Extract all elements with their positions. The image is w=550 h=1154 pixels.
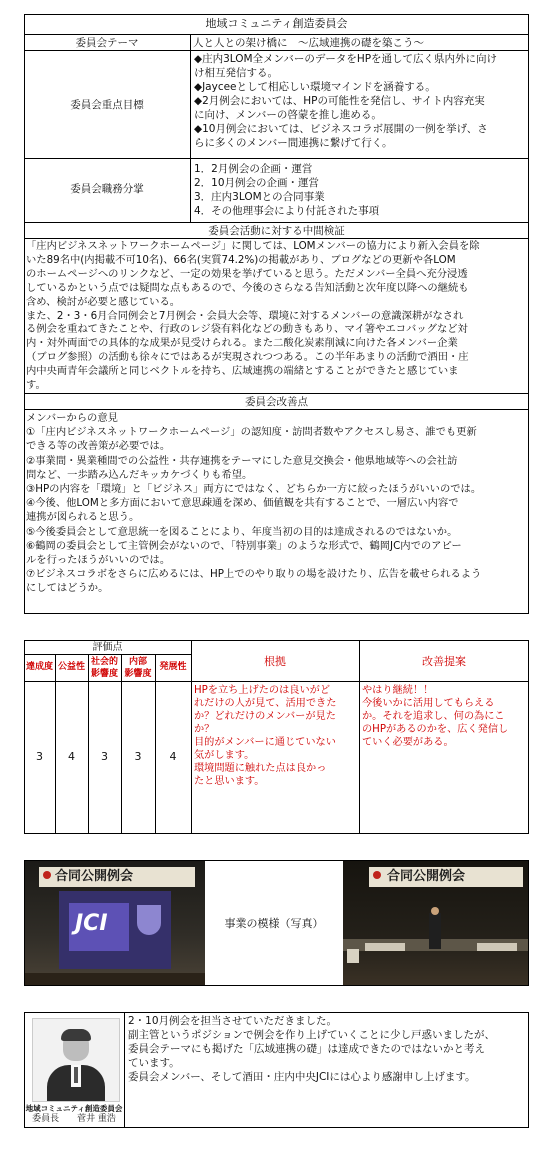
improve-body — [26, 411, 528, 596]
midterm-line: また、2・3・6月合同例会と7月例会・会員大会等、環境に対するメンバーの意識深耕がなされ — [26, 309, 464, 322]
banner-left-text: 合同公開例会 — [55, 869, 134, 884]
priority-goal-line: ◆10月例会においては、ビジネスコラボ展開の一例を挙げ、さ — [194, 123, 488, 135]
duties-label: 委員会職務分掌 — [70, 183, 144, 195]
midterm-heading: 委員会活動に対する中間検証 — [208, 225, 345, 237]
criterion-score: 3 — [36, 750, 43, 763]
basis-line: 目的がメンバーに通じていない — [194, 737, 336, 748]
chairman-signature: 委員長 菅井 重浩 — [32, 1114, 116, 1124]
criterion-score: 3 — [101, 750, 108, 763]
chairman-portrait — [32, 1018, 120, 1102]
criterion-score: 4 — [68, 750, 75, 763]
priority-goal-line: け相互発信する。 — [194, 67, 278, 79]
priority-goal-line: ◆Jayceeとして相応しい環境マインドを涵養する。 — [194, 81, 436, 93]
proposal-line: のHPがあるのかを、広く発信し — [362, 724, 509, 735]
duty-item: 1．2月例会の企画・運営 — [194, 163, 313, 175]
closing-message — [128, 1014, 526, 1084]
closing-line: 委員会メンバー、そして酒田・庄内中央JCIには心より感謝申し上げます。 — [128, 1071, 476, 1083]
duty-item: 3．庄内3LOMとの合同事業 — [194, 191, 325, 203]
criterion-header: 達成度 — [25, 662, 53, 672]
priority-label: 委員会重点目標 — [70, 99, 144, 111]
improve-line: ②事業間・異業種間での公益性・共存連携をテーマにした意見交換会・他県地域等への会社訪 — [26, 454, 458, 467]
priority-goals — [194, 52, 526, 150]
report-title: 地域コミュニティ創造委員会 — [205, 17, 348, 30]
basis-line: HPを立ち上げたのは良いがど — [194, 685, 331, 696]
duty-item: 2．10月例会の企画・運営 — [194, 177, 320, 189]
midterm-line: 含め、検討が必要と感じている。 — [26, 295, 181, 308]
priority-goal-line: らに多くのメンバー間連携に繋げて行く。 — [194, 137, 393, 149]
proposal-header: 改善提案 — [422, 655, 466, 668]
event-photo-left — [25, 861, 205, 985]
improve-line: ⑤今後委員会として意思統一を図ることにより、年度当初の目的は達成されるのではないか。 — [26, 525, 458, 538]
proposal-line: 今後いかに活用してもらえる — [362, 698, 495, 709]
closing-line: 副主管というポジションで例会を作り上げていくことに少し戸惑いましたが、 — [128, 1029, 496, 1041]
midterm-line: 内・対外両面での具体的な成果が見受けられる。また二酸化炭素削減に向けた各メンバー企業 — [26, 337, 458, 350]
improve-line: にしてはどうか。 — [26, 582, 109, 595]
theme-label: 委員会テーマ — [75, 37, 139, 49]
improve-line: ④今後、他LOMと多方面において意思疎通を深め、価値観を共有することで、一層広い内容で — [26, 497, 459, 510]
criterion-score: 4 — [169, 750, 177, 763]
improve-line: ルを行ったほうがいいのでは。 — [26, 554, 171, 567]
basis-text — [194, 684, 359, 788]
improve-line: 連携が図られると思う。 — [26, 511, 140, 524]
priority-goal-line: ◆2月例会においては、HPの可能性を発信し、サイト内容充実 — [194, 95, 485, 107]
criterion-header-line: 影響度 — [124, 669, 152, 679]
improve-heading: 委員会改善点 — [245, 396, 308, 408]
midterm-body — [26, 240, 528, 393]
chairman-affiliation: 地域コミュニティ創造委員会 — [25, 1104, 123, 1113]
criterion-header: 発展性 — [159, 662, 187, 672]
basis-line: れだけの人が見て、活用できた — [194, 698, 337, 709]
priority-goal-line: に向け、メンバーの啓蒙を推し進める。 — [194, 109, 382, 121]
basis-line: か？ — [194, 724, 215, 735]
criterion-score: 3 — [134, 750, 142, 763]
closing-line: 2・10月例会を担当させていただきました。 — [128, 1015, 338, 1027]
midterm-line: る例会を重ねてきたことや、行政のレジ袋有料化などの動きもあり、マイ箸やエコバッグなど対 — [26, 323, 468, 336]
midterm-line: 内中央両青年会議所と同じベクトルを持ち、広域連携の端緒とすることができたと感じていま — [26, 365, 459, 378]
basis-line: 気がします。 — [194, 750, 255, 761]
improve-line: ③HPの内容を「環境」と「ビジネス」両方にではなく、どちらか一方に絞ったほうがいいのでは。 — [26, 483, 482, 496]
closing-line: ています。 — [128, 1057, 180, 1069]
midterm-line: （ブログ参照）の活動も徐々にではあるが実現されつつある。この半年あまりの活動で酒田・庄 — [26, 351, 469, 364]
theme-value: 人と人との架け橋に ～広域連携の礎を築こう～ — [193, 37, 424, 49]
closing-line: 委員会テーマにも掲げた「広域連携の礎」は達成できたのではないかと考え — [128, 1043, 485, 1055]
improve-line: ①「庄内ビジネスネットワークホームページ」の認知度・訪問者数やアクセスし易さ、誰でも更新 — [26, 426, 477, 439]
duties-list — [194, 162, 526, 218]
criterion-header — [121, 656, 155, 680]
basis-line: 環境問題に触れた点は良かっ — [194, 763, 327, 774]
midterm-line: しているかという点では疑問な点もあるので、今後のさらなる告知活動と次年度以降への継続も — [26, 281, 469, 294]
criterion-header: 公益性 — [57, 662, 85, 672]
proposal-line: か。それを追求し、何の為にこ — [362, 711, 505, 722]
improve-line: できる等の改善策が必要では。 — [26, 440, 171, 453]
basis-header: 根拠 — [264, 655, 286, 668]
event-photo-right — [343, 861, 528, 985]
improve-line: ⑦ビジネスコラボをさらに広めるには、HP上でのやり取りの場を設けたり、広告を載せられるよう — [26, 568, 482, 581]
midterm-line: す。 — [26, 379, 46, 392]
improve-line: ⑥鶴岡の委員会として主管例会がないので、「特別事業」のような形式で、鶴岡JC内でのアピー — [26, 539, 462, 552]
midterm-line: いた89名中(内掲載不可10名)、66名(実質74.2%)の掲載があり、ブログなどの更新や各LOM — [26, 253, 456, 266]
priority-goal-line: ◆庄内3LOM全メンバーのデータをHPを通して広く県内外に向け — [194, 53, 498, 65]
basis-line: か？どれだけのメンバーが見た — [194, 711, 336, 722]
criterion-header-line: 社会的 — [90, 657, 118, 667]
proposal-line: ていく必要がある。 — [362, 737, 454, 748]
photo-caption: 事業の模様（写真） — [224, 917, 324, 930]
duty-item: 4．その他理事会により付託された事項 — [194, 205, 380, 217]
proposal-text — [362, 684, 528, 749]
proposal-line: やはり継続！！ — [362, 685, 434, 696]
evaluation-group-label: 評価点 — [92, 642, 123, 653]
criterion-header-line: 影響度 — [90, 669, 118, 679]
midterm-line: のホームページへのリンクなど、一定の効果を挙げていると思う。ただメンバー全員へ充分浸透 — [26, 267, 468, 280]
jci-logo-left: JCI — [75, 911, 108, 936]
criterion-header — [88, 656, 121, 680]
basis-line: たと思います。 — [194, 776, 265, 787]
criterion-header-line: 内部 — [128, 657, 147, 667]
banner-right-text: 合同公開例会 — [387, 869, 466, 884]
improve-line: 問など、一歩踏み込んだキッカケづくりも希望。 — [26, 468, 253, 481]
improve-line: メンバーからの意見 — [26, 412, 118, 424]
midterm-line: 「庄内ビジネスネットワークホームページ」に関しては、LOMメンバーの協力により新入会員を除 — [26, 240, 480, 252]
